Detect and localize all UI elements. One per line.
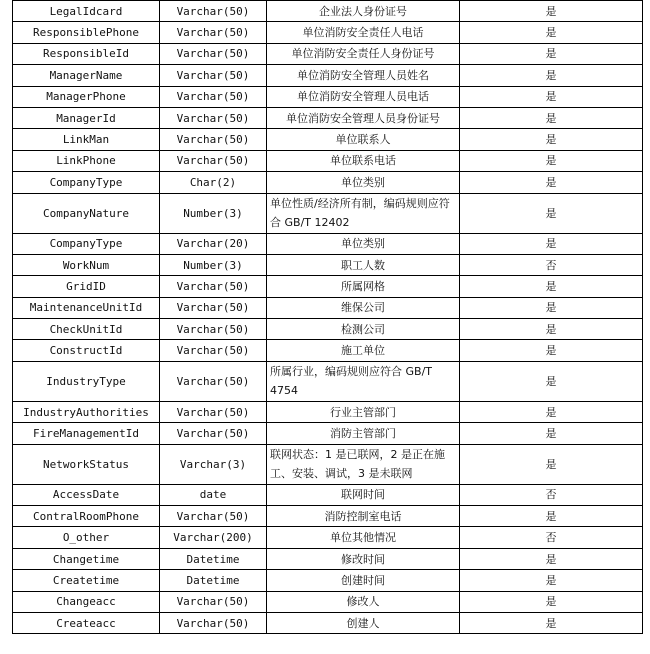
- data-type-cell: Varchar(50): [160, 65, 267, 86]
- field-name-cell: ContralRoomPhone: [13, 506, 160, 527]
- data-type-cell: Varchar(50): [160, 506, 267, 527]
- description-cell: 创建人: [267, 612, 460, 633]
- description-cell: 施工单位: [267, 340, 460, 361]
- description-cell: 修改时间: [267, 548, 460, 569]
- description-cell: 单位其他情况: [267, 527, 460, 548]
- table-row: [13, 612, 643, 633]
- required-cell: 是: [460, 22, 643, 43]
- table-row: [13, 65, 643, 86]
- data-type-cell: Varchar(50): [160, 276, 267, 297]
- field-name-cell: AccessDate: [13, 484, 160, 505]
- table-row: [13, 340, 643, 361]
- field-name-cell: NetworkStatus: [13, 444, 160, 484]
- required-cell: 是: [460, 1, 643, 22]
- data-type-cell: Varchar(50): [160, 612, 267, 633]
- required-cell: 是: [460, 361, 643, 401]
- field-name-cell: ConstructId: [13, 340, 160, 361]
- required-cell: 是: [460, 319, 643, 340]
- table-row: [13, 484, 643, 505]
- field-name-cell: ManagerName: [13, 65, 160, 86]
- field-name-cell: LinkMan: [13, 129, 160, 150]
- field-name-cell: Createacc: [13, 612, 160, 633]
- description-cell: 所属网格: [267, 276, 460, 297]
- data-type-cell: Varchar(50): [160, 86, 267, 107]
- table-row: [13, 276, 643, 297]
- table-row: [13, 319, 643, 340]
- description-cell: 联网状态：1 是已联网，2 是正在施工、安装、调试，3 是未联网: [267, 444, 460, 484]
- field-name-cell: GridID: [13, 276, 160, 297]
- required-cell: 是: [460, 107, 643, 128]
- data-type-cell: Varchar(50): [160, 150, 267, 171]
- required-cell: 是: [460, 65, 643, 86]
- field-name-cell: Createtime: [13, 570, 160, 591]
- table-row: [13, 548, 643, 569]
- table-row: [13, 43, 643, 64]
- description-cell: 联网时间: [267, 484, 460, 505]
- required-cell: 是: [460, 444, 643, 484]
- data-type-cell: Varchar(20): [160, 233, 267, 254]
- required-cell: 是: [460, 570, 643, 591]
- table-row: [13, 86, 643, 107]
- required-cell: 是: [460, 276, 643, 297]
- description-cell: 单位消防安全管理人员身份证号: [267, 107, 460, 128]
- required-cell: 否: [460, 254, 643, 275]
- table-row: [13, 172, 643, 193]
- description-cell: 消防主管部门: [267, 423, 460, 444]
- description-cell: 维保公司: [267, 297, 460, 318]
- field-name-cell: IndustryAuthorities: [13, 401, 160, 422]
- field-name-cell: LegalIdcard: [13, 1, 160, 22]
- table-row: [13, 401, 643, 422]
- required-cell: 是: [460, 129, 643, 150]
- description-cell: 单位性质/经济所有制，编码规则应符合 GB/T 12402: [267, 193, 460, 233]
- required-cell: 是: [460, 423, 643, 444]
- required-cell: 是: [460, 172, 643, 193]
- field-name-cell: MaintenanceUnitId: [13, 297, 160, 318]
- field-name-cell: Changeacc: [13, 591, 160, 612]
- data-type-cell: Varchar(50): [160, 107, 267, 128]
- table-row: [13, 527, 643, 548]
- description-cell: 单位类别: [267, 233, 460, 254]
- table-row: [13, 591, 643, 612]
- data-type-cell: Varchar(50): [160, 319, 267, 340]
- required-cell: 是: [460, 233, 643, 254]
- data-type-cell: Varchar(50): [160, 423, 267, 444]
- table-row: [13, 150, 643, 171]
- description-cell: 检测公司: [267, 319, 460, 340]
- field-name-cell: WorkNum: [13, 254, 160, 275]
- required-cell: 是: [460, 297, 643, 318]
- field-name-cell: Changetime: [13, 548, 160, 569]
- table-row: [13, 193, 643, 233]
- required-cell: 是: [460, 401, 643, 422]
- table-row: [13, 1, 643, 22]
- description-cell: 单位消防安全管理人员姓名: [267, 65, 460, 86]
- description-cell: 消防控制室电话: [267, 506, 460, 527]
- table-row: [13, 233, 643, 254]
- required-cell: 是: [460, 506, 643, 527]
- description-cell: 单位联系人: [267, 129, 460, 150]
- data-type-cell: Varchar(50): [160, 361, 267, 401]
- description-cell: 企业法人身份证号: [267, 1, 460, 22]
- table-row: [13, 423, 643, 444]
- data-type-cell: Varchar(50): [160, 22, 267, 43]
- table-row: [13, 254, 643, 275]
- required-cell: 是: [460, 340, 643, 361]
- table-row: [13, 506, 643, 527]
- data-type-cell: Varchar(50): [160, 129, 267, 150]
- required-cell: 是: [460, 86, 643, 107]
- data-type-cell: Varchar(50): [160, 297, 267, 318]
- data-type-cell: Varchar(3): [160, 444, 267, 484]
- field-name-cell: CompanyNature: [13, 193, 160, 233]
- table-row: [13, 361, 643, 401]
- description-cell: 单位类别: [267, 172, 460, 193]
- required-cell: 否: [460, 484, 643, 505]
- data-type-cell: date: [160, 484, 267, 505]
- required-cell: 是: [460, 591, 643, 612]
- table-row: [13, 129, 643, 150]
- data-type-cell: Varchar(50): [160, 591, 267, 612]
- data-type-cell: Datetime: [160, 548, 267, 569]
- field-name-cell: CompanyType: [13, 233, 160, 254]
- required-cell: 是: [460, 612, 643, 633]
- field-name-cell: ManagerId: [13, 107, 160, 128]
- field-name-cell: CheckUnitId: [13, 319, 160, 340]
- description-cell: 单位消防安全责任人身份证号: [267, 43, 460, 64]
- data-type-cell: Number(3): [160, 254, 267, 275]
- description-cell: 所属行业，编码规则应符合 GB/T 4754: [267, 361, 460, 401]
- description-cell: 单位消防安全责任人电话: [267, 22, 460, 43]
- description-cell: 单位消防安全管理人员电话: [267, 86, 460, 107]
- field-name-cell: O_other: [13, 527, 160, 548]
- description-cell: 行业主管部门: [267, 401, 460, 422]
- field-name-cell: FireManagementId: [13, 423, 160, 444]
- data-type-cell: Char(2): [160, 172, 267, 193]
- field-name-cell: IndustryType: [13, 361, 160, 401]
- required-cell: 是: [460, 43, 643, 64]
- field-name-cell: CompanyType: [13, 172, 160, 193]
- data-type-cell: Varchar(200): [160, 527, 267, 548]
- data-type-cell: Varchar(50): [160, 340, 267, 361]
- required-cell: 否: [460, 527, 643, 548]
- data-type-cell: Number(3): [160, 193, 267, 233]
- description-cell: 单位联系电话: [267, 150, 460, 171]
- table-row: [13, 570, 643, 591]
- data-type-cell: Varchar(50): [160, 401, 267, 422]
- description-cell: 创建时间: [267, 570, 460, 591]
- data-type-cell: Datetime: [160, 570, 267, 591]
- required-cell: 是: [460, 150, 643, 171]
- document-page: [12, 0, 642, 634]
- field-name-cell: LinkPhone: [13, 150, 160, 171]
- field-name-cell: ManagerPhone: [13, 86, 160, 107]
- field-name-cell: ResponsiblePhone: [13, 22, 160, 43]
- table-row: [13, 444, 643, 484]
- data-type-cell: Varchar(50): [160, 1, 267, 22]
- data-type-cell: Varchar(50): [160, 43, 267, 64]
- description-cell: 职工人数: [267, 254, 460, 275]
- field-name-cell: ResponsibleId: [13, 43, 160, 64]
- table-body: [13, 1, 643, 634]
- table-row: [13, 297, 643, 318]
- field-definition-table: [12, 0, 643, 634]
- table-row: [13, 22, 643, 43]
- table-row: [13, 107, 643, 128]
- required-cell: 是: [460, 548, 643, 569]
- description-cell: 修改人: [267, 591, 460, 612]
- required-cell: 是: [460, 193, 643, 233]
